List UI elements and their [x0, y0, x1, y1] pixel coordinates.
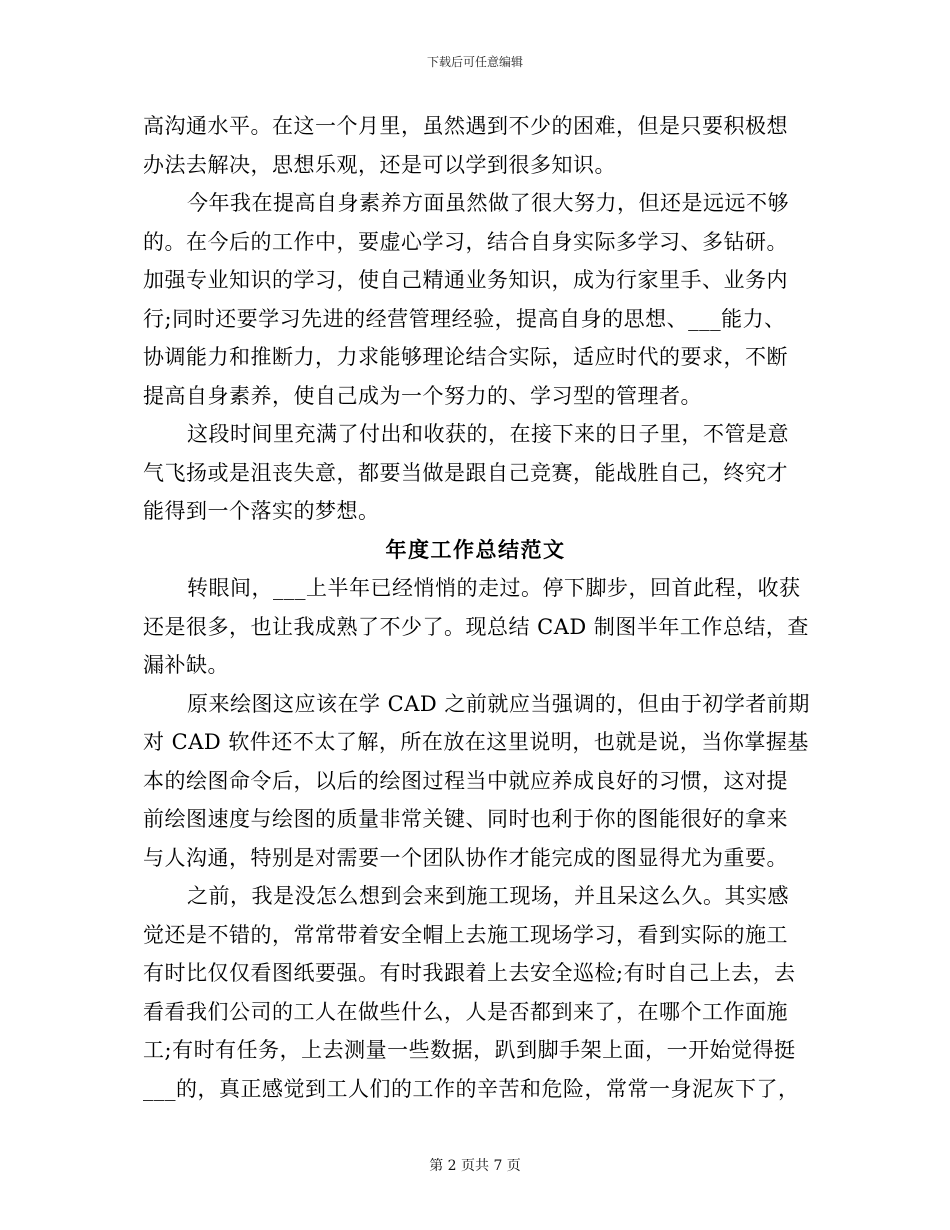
page-header: 下载后可任意编辑	[426, 55, 523, 69]
paragraph-line: 对 CAD 软件还不太了解，所在放在这里说明，也就是说，当你掌握基	[143, 730, 809, 754]
section-title: 年度工作总结范文	[385, 536, 566, 562]
paragraph-line: 觉还是不错的，常常带着安全帽上去施工现场学习，看到实际的施工	[143, 922, 788, 947]
paragraph-line: 这段时间里充满了付出和收获的，在接下来的日子里，不管是意	[187, 422, 789, 446]
paragraph-line: 高沟通水平。在这一个月里，虽然遇到不少的困难，但是只要积极想	[143, 114, 788, 138]
paragraph-line: 之前，我是没怎么想到会来到施工现场，并且呆这么久。其实感	[187, 884, 789, 908]
paragraph-line: 行;同时还要学习先进的经营管理经验，提高自身的思想、___能力、	[143, 306, 786, 331]
paragraph-line: 加强专业知识的学习，使自己精通业务知识，成为行家里手、业务内	[143, 268, 788, 292]
paragraph-line: 气飞扬或是沮丧失意，都要当做是跟自己竞赛，能战胜自己，终究才	[143, 460, 788, 485]
paragraph-line: 前绘图速度与绘图的质量非常关键、同时也利于你的图能很好的拿来	[143, 807, 788, 831]
paragraph-line: 能得到一个落实的梦想。	[143, 499, 380, 523]
page-number: 第 2 页共 7 页	[429, 1158, 521, 1174]
paragraph-line: ___的，真正感觉到工人们的工作的辛苦和危险，常常一身泥灰下了，	[143, 1076, 800, 1101]
paragraph-line: 漏补缺。	[143, 653, 229, 677]
paragraph-line: 转眼间，___上半年已经悄悄的走过。停下脚步，回首此程，收获	[187, 576, 801, 600]
paragraph-line: 的。在今后的工作中，要虚心学习，结合自身实际多学习、多钻研。	[143, 229, 788, 254]
paragraph-line: 提高自身素养，使自己成为一个努力的、学习型的管理者。	[143, 383, 702, 408]
paragraph-line: 工;有时有任务，上去测量一些数据，趴到脚手架上面，一开始觉得挺	[143, 1038, 796, 1062]
paragraph-line: 办法去解决，思想乐观，还是可以学到很多知识。	[143, 152, 616, 177]
paragraph-line: 有时比仅仅看图纸要强。有时我跟着上去安全巡检;有时自己上去，去	[143, 961, 796, 985]
paragraph-line: 看看我们公司的工人在做些什么，人是否都到来了，在哪个工作面施	[143, 999, 788, 1024]
paragraph-line: 还是很多，也让我成熟了不少了。现总结 CAD 制图半年工作总结，查	[143, 614, 809, 639]
paragraph-line: 协调能力和推断力，力求能够理论结合实际，适应时代的要求，不断	[143, 345, 788, 369]
paragraph-line: 本的绘图命令后，以后的绘图过程当中就应养成良好的习惯，这对提	[143, 768, 788, 793]
paragraph-line: 今年我在提高自身素养方面虽然做了很大努力，但还是远远不够	[187, 191, 789, 215]
document-body	[143, 107, 808, 1108]
paragraph-line: 与人沟通，特别是对需要一个团队协作才能完成的图显得尤为重要。	[143, 845, 788, 870]
paragraph-line: 原来绘图这应该在学 CAD 之前就应当强调的，但由于初学者前期	[187, 691, 810, 716]
